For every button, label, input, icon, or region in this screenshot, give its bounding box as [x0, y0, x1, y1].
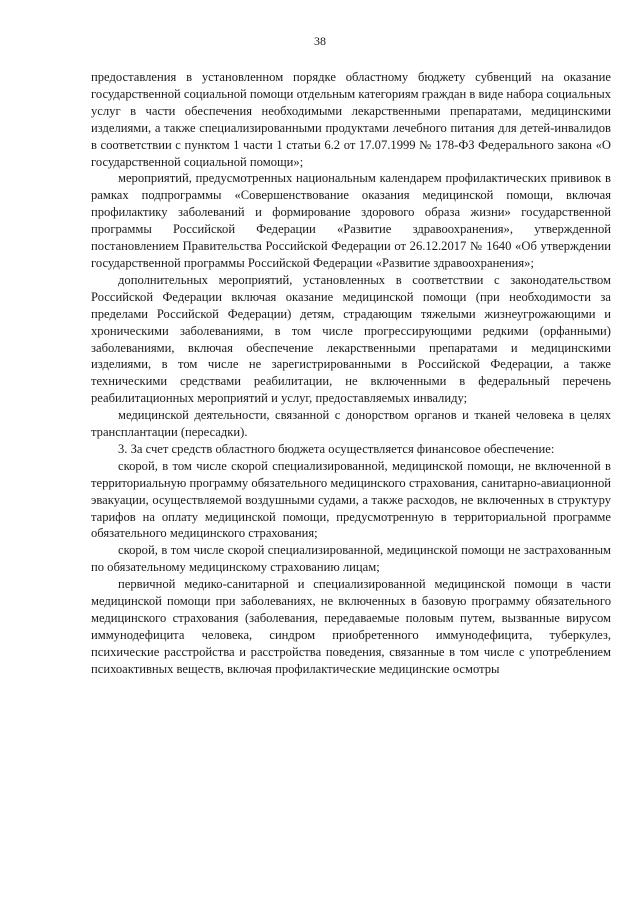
- paragraph-subventions-social-services: предоставления в установленном порядке областному бюджету субвенций на оказание государственной социальной помощи отдельным категориям граждан в виде набора социальных услуг в части обеспечения необходимыми лекарственными препаратами, медицинскими изделиями, а также специализированными продуктами лечебного питания для детей-инвалидов в соответствии с пунктом 1 части 1 статьи 6.2 от 17.07.1999 № 178-ФЗ Федерального закона «О государственной социальной помощи»;: [91, 70, 611, 169]
- paragraph-regional-budget-intro: 3. За счет средств областного бюджета осуществляется финансовое обеспечение:: [118, 441, 555, 456]
- paragraph-emergency-care-uninsured: скорой, в том числе скорой специализированной, медицинской помощи не застрахованным по обязательному медицинскому страхованию лицам;: [91, 543, 611, 575]
- paragraph-emergency-care-not-in-program: скорой, в том числе скорой специализированной, медицинской помощи, не включенной в территориальную программу обязательного медицинского страхования, санитарно-авиационной эвакуации, осуществляемой воздушными судами, а также расходов, не включенных в структуру тарифов на оплату медицинской помощи, предусмотренную в территориальной программе обязательного медицинского страхования;: [91, 458, 611, 541]
- paragraph-vaccination-calendar: мероприятий, предусмотренных национальным календарем профилактических прививок в рамках подпрограммы «Совершенствование оказания медицинской помощи, включая профилактику заболеваний и формирование здорового образа жизни» государственной программы Российской Федерации «Развитие здравоохранения», утвержденной постановлением Правительства Российской Федерации от 26.12.2017 № 1640 «Об утверждении государственной программы Российской Федерации «Развитие здравоохранения»;: [91, 171, 611, 270]
- page-number: 38: [314, 34, 326, 48]
- paragraph-additional-measures-children: дополнительных мероприятий, установленных в соответствии с законодательством Российской Федерации включая оказание медицинской помощи (при необходимости за пределами Российской Федерации) детям, страдающим тяжелыми жизнеугрожающими и хроническими заболеваниями, в том числе прогрессирующими редкими (орфанными) заболеваниями, включая обеспечение лекарственными препаратами и медицинскими изделиями, в том числе не зарегистрированными в Российской Федерации, а также техническими средствами реабилитации, не включенными в федеральный перечень реабилитационных мероприятий и услуг, предоставляемых инвалиду;: [91, 272, 611, 406]
- document-body: [91, 69, 611, 678]
- paragraph-primary-specialized-care: первичной медико-санитарной и специализированной медицинской помощи в части медицинской помощи при заболеваниях, не включенных в базовую программу обязательного медицинского страхования (заболевания, передаваемые половым путем, вызванные вирусом иммунодефицита человека, синдром приобретенного иммунодефицита, туберкулез, психические расстройства и расстройства поведения, связанные в том числе с употреблением психоактивных веществ, включая профилактические медицинские осмотры: [91, 577, 611, 676]
- paragraph-organ-donation: медицинской деятельности, связанной с донорством органов и тканей человека в целях трансплантации (пересадки).: [91, 408, 611, 440]
